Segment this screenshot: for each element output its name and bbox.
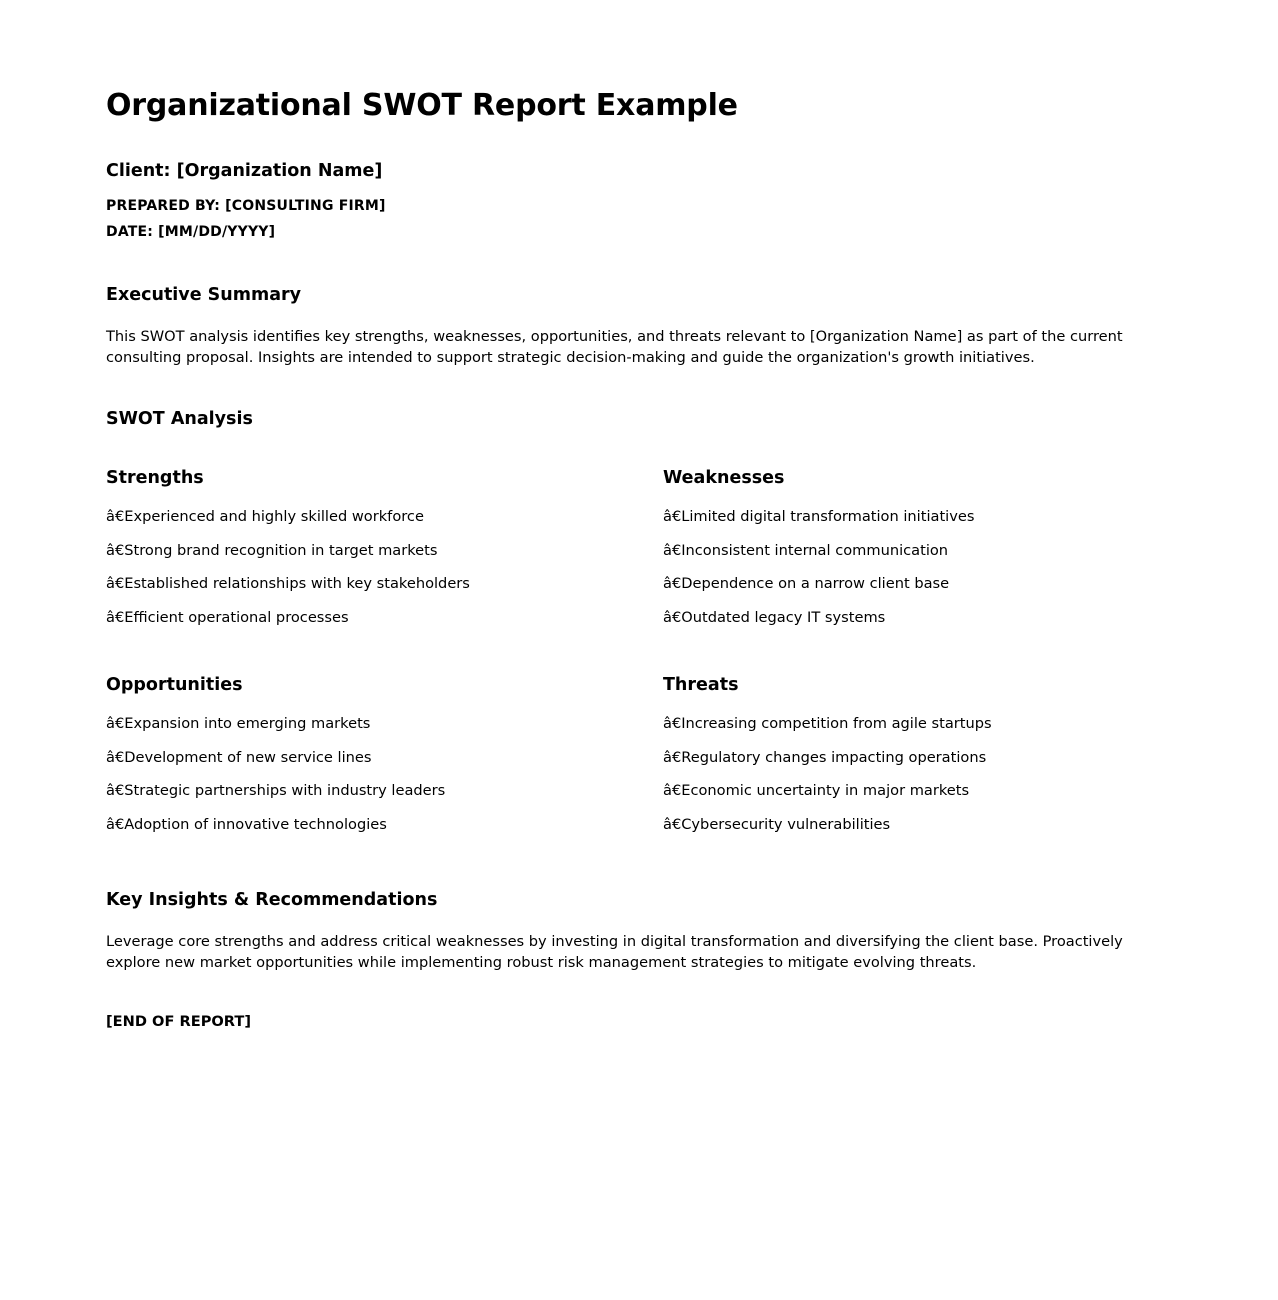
list-item [106,781,646,815]
swot-analysis-heading: SWOT Analysis [106,409,253,429]
list-item-text: Outdated legacy IT systems [681,609,886,627]
bullet-mojibake: â€ [663,575,682,593]
bullet-mojibake: â€ [663,541,682,559]
date-line: DATE: [MM/DD/YYYY] [106,224,276,240]
list-item [106,714,646,748]
strengths-section [106,467,646,642]
list-item-text: Regulatory changes impacting operations [681,748,987,766]
bullet-mojibake: â€ [106,748,125,766]
list-item [663,507,1203,541]
list-item-text: Expansion into emerging markets [124,715,371,732]
list-item-text: Economic uncertainty in major markets [681,782,970,800]
weaknesses-list [663,507,1203,642]
bullet-mojibake: â€ [106,782,125,800]
bullet-mojibake: â€ [106,715,125,732]
list-item [663,574,1203,608]
bullet-mojibake: â€ [663,715,682,732]
list-item-text: Strategic partnerships with industry leaders [124,782,446,800]
threats-list [663,714,1203,849]
weaknesses-heading: Weaknesses [663,468,785,488]
bullet-mojibake: â€ [106,609,125,627]
weaknesses-section [663,467,1203,642]
executive-summary-heading: Executive Summary [106,285,302,305]
list-item [663,714,1203,748]
page-title: Organizational SWOT Report Example [106,88,738,123]
strengths-heading: Strengths [106,468,204,488]
list-item-text: Established relationships with key stakeholders [124,575,470,593]
list-item-text: Increasing competition from agile startups [681,715,992,732]
end-of-report-marker: [END OF REPORT] [106,1013,252,1030]
list-item-text: Inconsistent internal communication [681,541,949,559]
threats-section [663,674,1203,849]
list-item [663,781,1203,815]
list-item [106,815,646,849]
client-line: Client: [Organization Name] [106,161,383,181]
list-item [106,507,646,541]
list-item-text: Limited digital transformation initiatives [681,508,975,525]
bullet-mojibake: â€ [106,541,125,559]
strengths-list [106,507,646,642]
bullet-mojibake: â€ [106,508,125,525]
list-item-text: Dependence on a narrow client base [681,575,950,593]
list-item-text: Adoption of innovative technologies [124,816,387,834]
list-item [663,748,1203,782]
threats-heading: Threats [663,675,739,695]
bullet-mojibake: â€ [663,508,682,525]
list-item-text: Efficient operational processes [124,609,349,627]
bullet-mojibake: â€ [663,816,682,834]
key-insights-text: Leverage core strengths and address critical weaknesses by investing in digital transformation and diversifying the client base. Proactively explore new market opportunities while implementing robust risk management strategies to mitigate evolving threats. [106,933,1123,971]
list-item-text: Experienced and highly skilled workforce [124,508,424,525]
prepared-by-line: PREPARED BY: [CONSULTING FIRM] [106,198,386,214]
bullet-mojibake: â€ [663,782,682,800]
bullet-mojibake: â€ [106,575,125,593]
bullet-mojibake: â€ [663,748,682,766]
list-item-text: Cybersecurity vulnerabilities [681,816,891,834]
list-item [663,815,1203,849]
bullet-mojibake: â€ [663,609,682,627]
list-item-text: Development of new service lines [124,748,372,766]
list-item-text: Strong brand recognition in target markets [124,541,438,559]
list-item [663,608,1203,642]
list-item [106,748,646,782]
key-insights-heading: Key Insights & Recommendations [106,890,438,910]
opportunities-heading: Opportunities [106,675,243,695]
bullet-mojibake: â€ [106,816,125,834]
list-item [663,541,1203,575]
list-item [106,608,646,642]
list-item [106,541,646,575]
executive-summary-text: This SWOT analysis identifies key strengths, weaknesses, opportunities, and threats relevant to [Organization Name] as part of the current consulting proposal. Insights are intended to support strategic decision-making and guide the organization's growth initiatives. [106,328,1123,366]
opportunities-section [106,674,646,849]
opportunities-list [106,714,646,849]
list-item [106,574,646,608]
